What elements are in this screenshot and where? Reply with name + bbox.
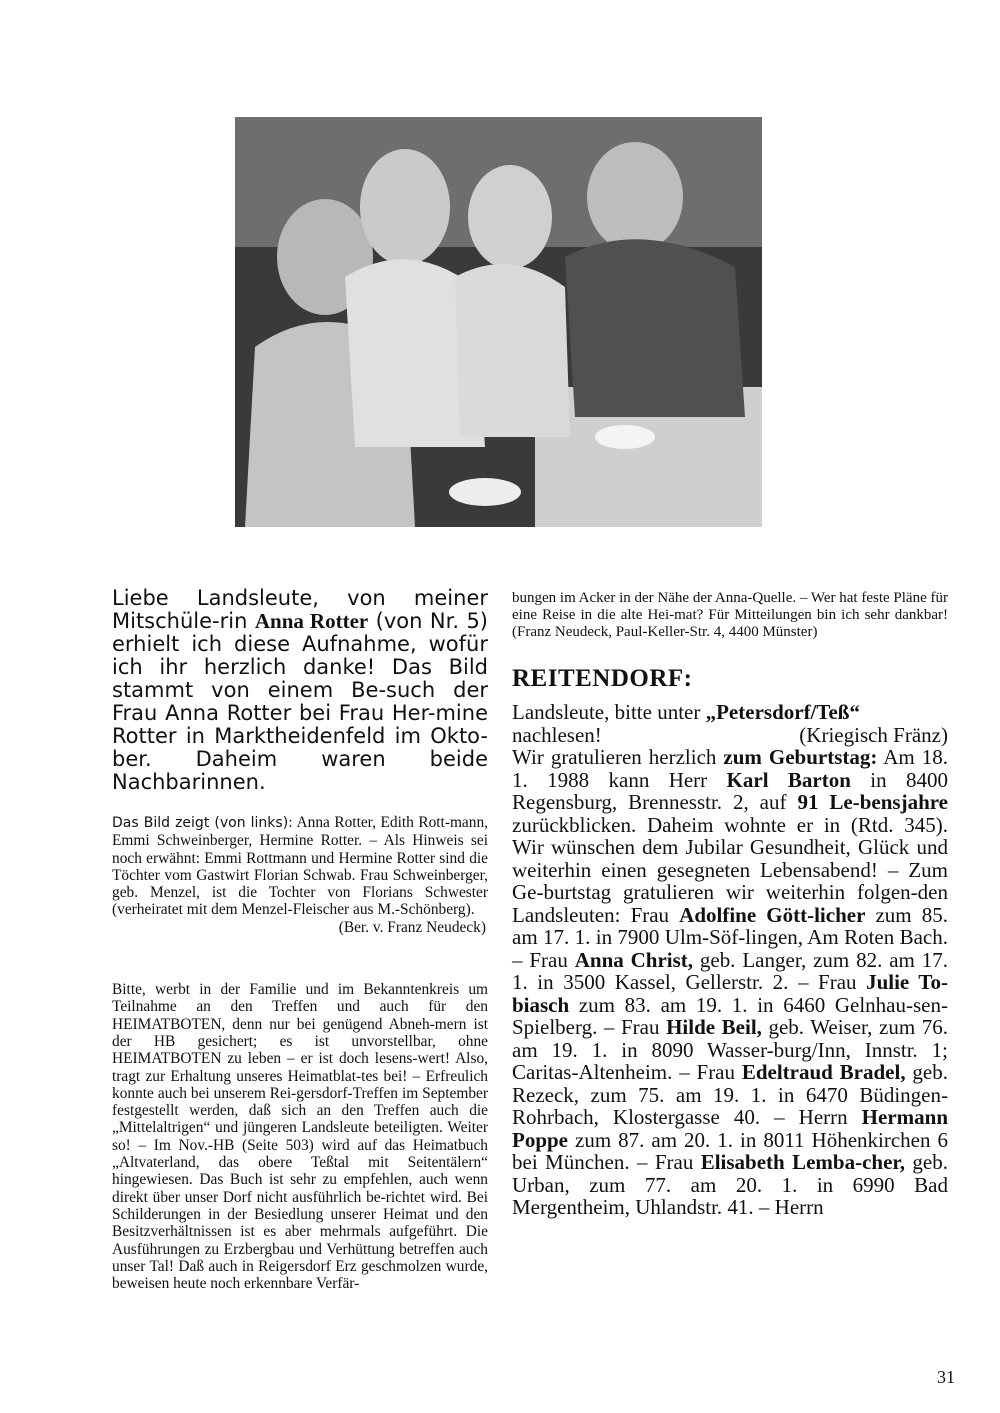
text-run: geb. Weiser, zum 76. am 19. 1. in 8090 Wasser-burg/Inn, Innstr. 1; Caritas-Altenheim. – Frau xyxy=(512,1015,948,1084)
continuation-paragraph: bungen im Acker in der Nähe der Anna-Quelle. – Wer hat feste Pläne für eine Reise in die alte Hei-mat? Für Mitteilungen bin ich sehr dankbar! (Franz Neudeck, Paul-Keller-Str. 4, 4400 Münster) xyxy=(512,590,948,640)
left-column xyxy=(112,587,488,1292)
text-run: geb. Urban, zum 77. am 20. 1. in 6990 Bad Mergentheim, Uhlandstr. 41. – Herrn xyxy=(512,1150,949,1219)
text-run: zum 83. am 19. 1. in 6460 Gelnhau-sen-Spielberg. – Frau xyxy=(512,992,948,1039)
celebrant-name: 91 Le-bensjahre xyxy=(797,790,949,814)
celebrant-name: Edeltraud Bradel, xyxy=(741,1060,906,1084)
celebrant-name: Adolfine Gött-licher xyxy=(679,902,866,927)
group-photo xyxy=(235,117,762,527)
appeal-paragraph: Bitte, werbt in der Familie und im Bekanntenkreis um Teilnahme an den Treffen und auch für den HEIMATBOTEN, denn nur bei genügend Abneh-mern ist der HB gesichert; es ist unvorstellbar, ohne HEIMATBOTEN zu leben – er ist doch lesens-wert! Also, tragt zur Erhaltung unseres Heimatblat-tes bei! – Erfreulich konnte auch bei unserem Rei-gersdorf-Treffen im September festgestellt werden, daß sich an den Treffen auch die „Mittelaltrigen“ und jüngeren Landsleute beteiligten. Weiter so! – Im Nov.-HB (Seite 503) wird auf das Heimatbuch „Altvaterland, das obere Teßtal mit Seitentälern“ hingewiesen. Das Buch ist sehr zu empfehlen, auch wenn direkt über unser Dorf nicht ausführlich be-richtet wird. Bei Schilderungen in der Besiedlung unserer Heimat und den Besitzverhältnissen ist es aber mehrmals aufgeführt. Die Ausführungen zu Erzbergbau und Verhüttung betreffen auch unser Tal! Daß auch in Reigersdorf Erz geschmolzen wurde, beweisen heute noch erkennbare Verfär- xyxy=(112,981,488,1293)
text-run: geb. Rezeck, zum 75. am 19. 1. in 6470 Büdingen-Rohrbach, Klostergasse 40. – Herrn xyxy=(512,1060,948,1129)
caption-credit: (Ber. v. Franz Neudeck) xyxy=(338,918,486,936)
section-heading-reitendorf: REITENDORF: xyxy=(512,665,693,692)
photo-caption: Das Bild zeigt (von links): Anna Rotter, Edith Rott-mann, Emmi Schweinberger, Hermine Rotter. – Als Hinweis sei noch erwähnt: Emmi Rottmann und Hermine Rotter sind die Töchter vom Gastwirt Florian Schwab. Frau Schweinberger, geb. Menzel, ist die Tochter von Florians Schwester (verheiratet mit dem Menzel-Fleischer aus M.-Schönberg). xyxy=(112,814,488,919)
celebrant-name: zum Geburtstag: xyxy=(723,745,878,769)
text-run: zum 87. am 20. 1. in 8011 Höhenkirchen 6 bei München. – Frau xyxy=(512,1127,948,1174)
right-column xyxy=(512,590,948,1219)
celebrant-name: Karl Barton xyxy=(726,767,851,792)
celebrant-name: Hilde Beil, xyxy=(666,1015,762,1039)
celebrant-name: Anna Christ, xyxy=(574,947,694,972)
intro-paragraph: Liebe Landsleute, von meiner Mitschüle-rin Anna Rotter (von Nr. 5) erhielt ich diese Aufnahme, wofür ich ihr herzlich danke! Das Bild stammt von einem Be-such der Frau Anna Rotter bei Frau Her-mine Rotter in Marktheidenfeld im Okto-ber. Daheim waren beide Nachbarinnen. xyxy=(112,586,489,794)
birthday-congratulations xyxy=(512,746,948,1219)
text-run: Wir gratulieren herzlich xyxy=(512,745,724,769)
text-run: geb. Langer, zum 82. am 17. 1. in 3500 Kassel, Gellerstr. 2. – Frau xyxy=(512,947,948,994)
page-number: 31 xyxy=(937,1367,955,1387)
text-run: Am 18. 1. 1988 kann Herr xyxy=(512,745,949,792)
reference-note-line: nachlesen! (Kriegisch Fränz) xyxy=(512,722,948,747)
text-run: zurückblicken. Daheim wohnte er in (Rtd. 345). Wir wünschen dem Jubilar Gesundheit, Glück und weiterhin einen gesegneten Lebensabend! – Zum Ge-burtstag gratulieren wir weiterhin folgen-den Landsleuten: Frau xyxy=(512,812,948,927)
celebrant-name: Julie To-biasch xyxy=(512,970,948,1017)
text-run: zum 85. am 17. 1. in 7900 Ulm-Söf-lingen, Am Roten Bach. – Frau xyxy=(512,902,948,972)
note-signature: (Kriegisch Fränz) xyxy=(799,722,948,747)
text-run: in 8400 Regensburg, Brennesstr. 2, auf xyxy=(512,767,949,814)
photo-four-women-icon xyxy=(235,117,762,527)
celebrant-name: Elisabeth Lemba-cher, xyxy=(700,1150,906,1174)
celebrant-name: Hermann Poppe xyxy=(512,1105,948,1152)
reference-note: Landsleute, bitte unter „Petersdorf/Teß“ xyxy=(512,700,860,724)
